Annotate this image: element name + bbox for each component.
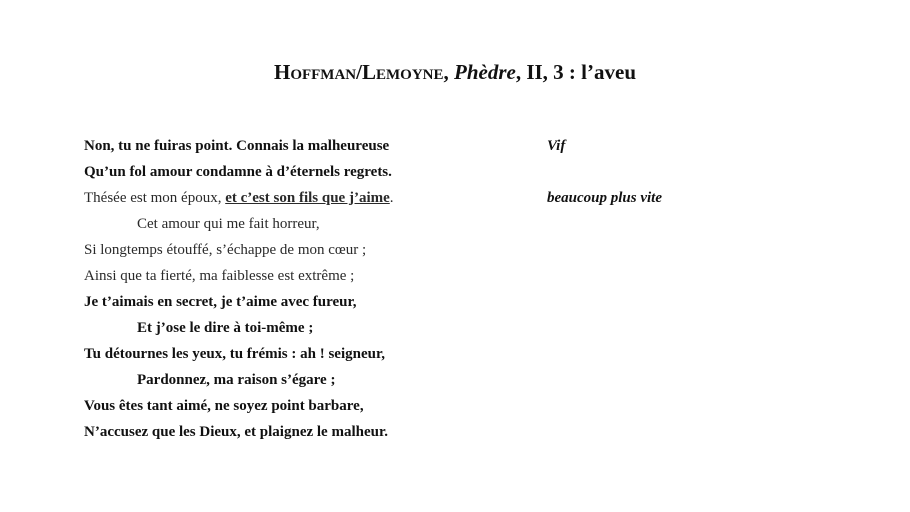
tempo-annotation-faster: beaucoup plus vite bbox=[547, 190, 662, 206]
poem-line: Pardonnez, ma raison s’égare ; bbox=[137, 372, 336, 388]
poem-line: Si longtemps étouffé, s’échappe de mon cœur ; bbox=[84, 242, 367, 258]
poem-line: Cet amour qui me fait horreur, bbox=[137, 216, 320, 232]
poem-line-end: . bbox=[389, 190, 394, 206]
tempo-annotation-vif: Vif bbox=[547, 138, 566, 154]
poem-line-start: Thésée est mon époux, bbox=[84, 190, 226, 206]
title-author-a: Hoffman bbox=[273, 60, 357, 84]
poem-line: Qu’un fol amour condamne à d’éternels regrets. bbox=[84, 164, 392, 180]
underlined-phrase: et c’est son fils que j’aime bbox=[225, 190, 390, 206]
poem-line: Vous êtes tant aimé, ne soyez point barbare, bbox=[84, 398, 364, 414]
poem-text bbox=[84, 133, 524, 445]
title-work: Phèdre bbox=[454, 60, 516, 84]
title-comma: , bbox=[443, 60, 454, 84]
title-rest: , II, 3 : l’aveu bbox=[515, 60, 636, 84]
poem-line: Tu détournes les yeux, tu frémis : ah ! seigneur, bbox=[84, 346, 385, 362]
poem-line bbox=[84, 185, 524, 211]
title-separator: / bbox=[356, 60, 362, 84]
poem-line: N’accusez que les Dieux, et plaignez le malheur. bbox=[84, 424, 388, 440]
poem-line: Et j’ose le dire à toi-même ; bbox=[137, 320, 314, 336]
page-title bbox=[0, 60, 910, 85]
poem-line: Je t’aimais en secret, je t’aime avec fureur, bbox=[84, 294, 357, 310]
title-author-b: Lemoyne bbox=[361, 60, 444, 84]
poem-line: Non, tu ne fuiras point. Connais la malheureuse bbox=[84, 138, 390, 154]
poem-line: Ainsi que ta fierté, ma faiblesse est extrême ; bbox=[84, 268, 355, 284]
